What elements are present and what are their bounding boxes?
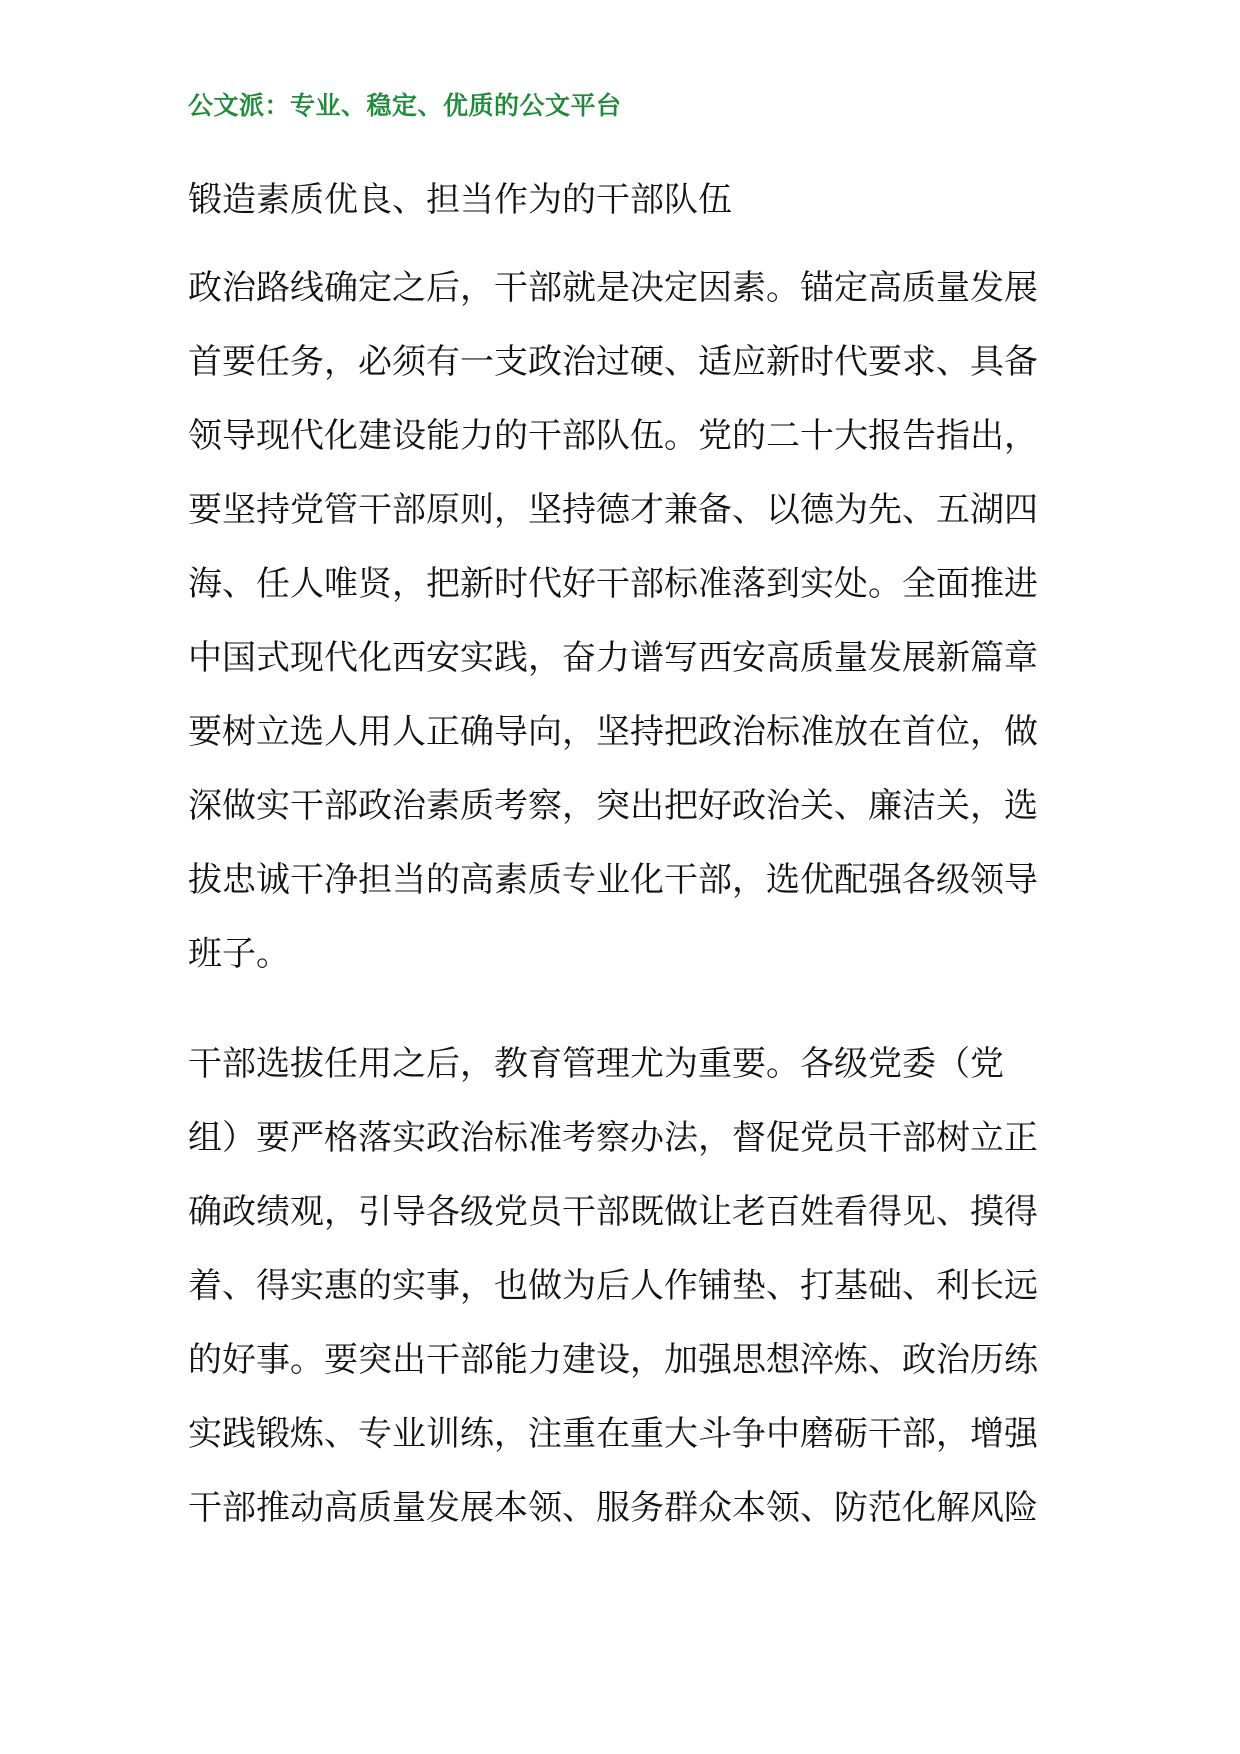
paragraph-line: 干部选拔任用之后，教育管理尤为重要。各级党委（党 xyxy=(188,1044,1004,1084)
paragraph-line: 海、任人唯贤，把新时代好干部标准落到实处。全面推进 xyxy=(188,564,1038,604)
paragraph-line: 要树立选人用人正确导向，坚持把政治标准放在首位，做 xyxy=(188,712,1038,752)
paragraph-line: 的好事。要突出干部能力建设，加强思想淬炼、政治历练 xyxy=(188,1340,1038,1380)
paragraph-line: 要坚持党管干部原则，坚持德才兼备、以德为先、五湖四 xyxy=(188,490,1038,530)
paragraph-line: 拔忠诚干净担当的高素质专业化干部，选优配强各级领导 xyxy=(188,860,1038,900)
paragraph-line: 政治路线确定之后，干部就是决定因素。锚定高质量发展 xyxy=(188,268,1038,308)
paragraph-line: 组）要严格落实政治标准考察办法，督促党员干部树立正 xyxy=(188,1118,1038,1158)
paragraph-line: 领导现代化建设能力的干部队伍。党的二十大报告指出， xyxy=(188,416,1038,456)
paragraph-line: 中国式现代化西安实践，奋力谱写西安高质量发展新篇章 xyxy=(188,638,1038,678)
page-title: 锻造素质优良、担当作为的干部队伍 xyxy=(188,180,732,220)
paragraph-line: 班子。 xyxy=(188,934,290,974)
paragraph-line: 着、得实惠的实事，也做为后人作铺垫、打基础、利长远 xyxy=(188,1266,1038,1306)
paragraph-1 xyxy=(188,251,1188,991)
paragraph-line: 首要任务，必须有一支政治过硬、适应新时代要求、具备 xyxy=(188,342,1038,382)
paragraph-2 xyxy=(188,1027,1188,1545)
paragraph-line: 确政绩观，引导各级党员干部既做让老百姓看得见、摸得 xyxy=(188,1192,1038,1232)
paragraph-line: 实践锻炼、专业训练，注重在重大斗争中磨砺干部，增强 xyxy=(188,1414,1038,1454)
brand-header: 公文派：专业、稳定、优质的公文平台 xyxy=(188,91,622,120)
paragraph-line: 干部推动高质量发展本领、服务群众本领、防范化解风险 xyxy=(188,1488,1038,1528)
paragraph-line: 深做实干部政治素质考察，突出把好政治关、廉洁关，选 xyxy=(188,786,1038,826)
